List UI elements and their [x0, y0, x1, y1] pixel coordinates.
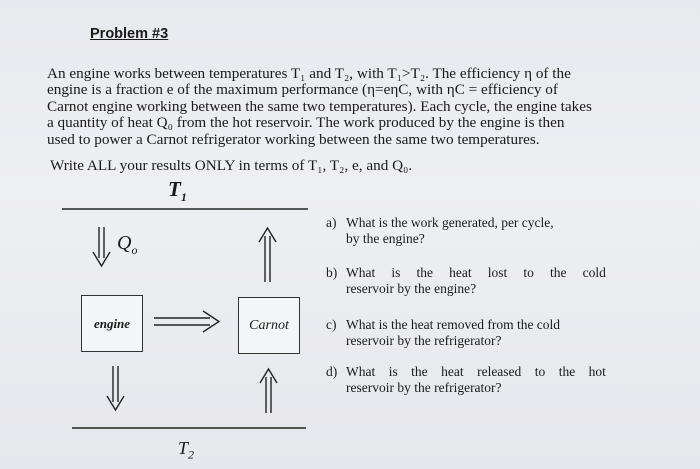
heat-out-arrow-icon [107, 366, 124, 410]
cold-temperature-label: $T_2$ [178, 438, 195, 462]
heat-input-label: $Q_o$ [117, 232, 138, 257]
statement-line: engine is a fraction e of the maximum performance (η=eηC, with ηC = efficiency of [47, 81, 558, 99]
instruction-text: Write ALL your results ONLY in terms of T₁, T₂, e, and Q₀. [50, 157, 413, 174]
carnot-heat-removed-arrow-icon [260, 369, 277, 413]
question-d-line1: What is the heat released to the hot [346, 364, 606, 379]
engine-box: engine [81, 295, 143, 352]
statement-line: used to power a Carnot refrigerator working between the same two temperatures. [47, 130, 540, 148]
question-a-line2: by the engine? [346, 231, 425, 246]
question-d-line2: reservoir by the refrigerator? [346, 380, 502, 395]
question-c-line2: reservoir by the refrigerator? [346, 333, 502, 348]
question-c-label: c) [326, 317, 337, 332]
question-c-line1: What is the heat removed from the cold [346, 317, 561, 332]
carnot-box: Carnot [238, 297, 300, 354]
heat-in-arrow-icon [93, 227, 110, 266]
work-arrow-icon [154, 311, 219, 332]
statement-line: Carnot engine working between the same two temperatures). Each cycle, the engine takes [47, 97, 592, 115]
question-a [326, 215, 606, 247]
problem-title: Problem #3 [90, 26, 169, 42]
question-b [326, 265, 606, 297]
carnot-heat-released-arrow-icon [259, 228, 276, 282]
question-c [326, 317, 606, 349]
hot-temperature-label: $T_1$ [168, 177, 187, 205]
statement-line: a quantity of heat Q₀ from the hot reservoir. The work produced by the engine is then [47, 114, 565, 132]
statement-line: An engine works between temperatures T₁ and T₂, with T₁>T₂. The efficiency η of the [47, 65, 571, 82]
question-b-line1: What is the heat lost to the cold [346, 265, 606, 280]
question-b-line2: reservoir by the engine? [346, 281, 477, 296]
question-b-label: b) [326, 265, 338, 280]
question-d-label: d) [326, 364, 338, 379]
question-a-line1: What is the work generated, per cycle, [346, 215, 554, 230]
question-a-label: a) [326, 215, 337, 230]
question-d [326, 364, 606, 396]
